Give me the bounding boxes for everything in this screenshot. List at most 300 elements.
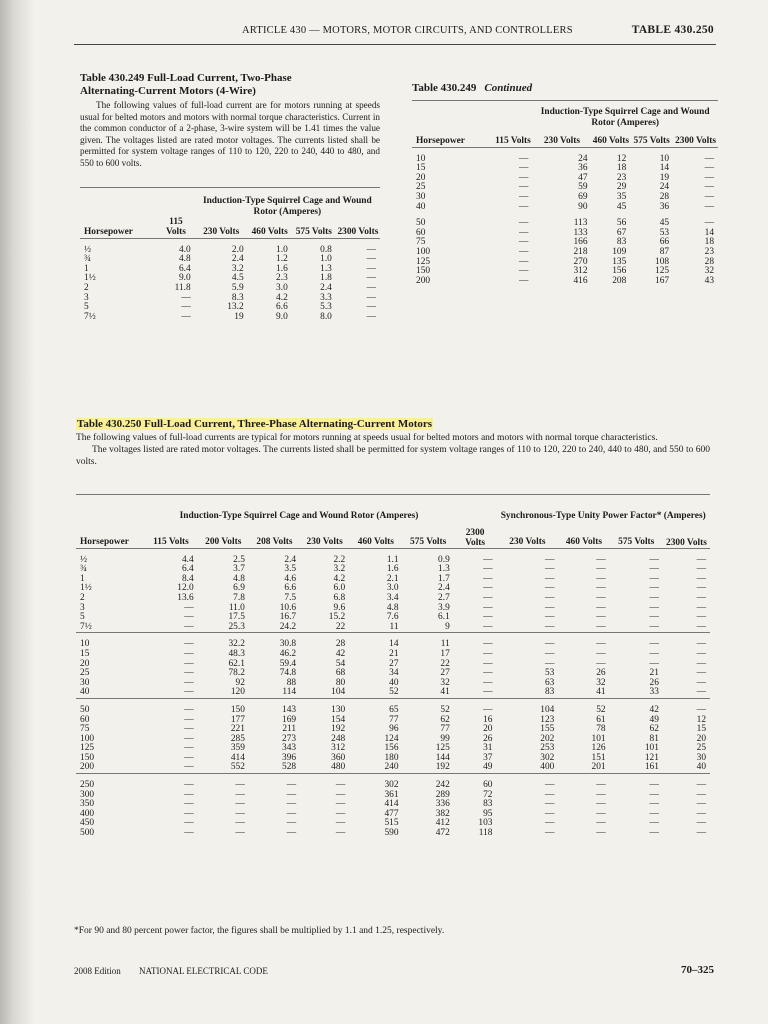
current-cell: 52 [389,687,399,698]
table-row [412,203,718,213]
current-cell: — [704,191,714,202]
column-header: 230 Volts [203,227,240,237]
current-cell: 77 [389,714,399,725]
current-cell: 101 [644,743,659,754]
horsepower-cell: 40 [416,201,426,212]
current-cell: 360 [331,752,346,763]
current-cell: — [610,774,663,791]
page-number: 70–325 [681,964,714,976]
current-cell: 144 [435,752,450,763]
current-cell: — [596,799,606,810]
current-cell: 35 [616,191,627,202]
current-cell: 18 [616,163,627,174]
horsepower-cell: 75 [80,724,90,735]
current-cell: 28 [300,633,349,650]
current-cell: 17.5 [228,612,245,623]
current-cell: 41 [440,687,450,698]
table-row [412,193,718,203]
current-cell: 126 [591,743,606,754]
table-intro: The following values of full-load current are for motors running at speeds usual for belted motors and motors with normal torque characteristics. Current in the common conductor of a 2-phase, 3-wire system will be 1.41 times the value given. The voltages listed are rated motor voltages. The currents listed shall be permitted for system voltage ranges of 110 to 120, 220 to 240, 440 to 480, and 550 to 600 volts. [80,100,380,168]
current-cell: — [596,789,606,800]
current-cell: 221 [230,724,245,735]
current-cell: 14 [659,163,670,174]
current-cell: 396 [282,752,297,763]
horsepower-cell: 150 [416,266,431,277]
current-cell: — [184,828,194,839]
table-intro: The following values of full-load currents are typical for motors running at speeds usual for belted motors and motors with normal torque characteristics. [76,433,658,443]
current-cell: — [649,564,659,575]
current-cell: — [184,677,194,688]
current-cell: — [454,633,497,650]
current-cell: 24 [659,182,670,193]
current-cell: — [649,573,659,584]
current-cell: 125 [435,743,450,754]
current-cell: — [366,302,376,313]
current-cell: 19 [234,311,244,322]
current-cell: 78 [596,724,606,735]
current-cell: — [704,182,714,193]
current-cell: 154 [331,714,346,725]
current-cell: 2.5 [198,548,249,565]
current-cell: — [649,658,659,669]
current-cell: — [483,602,493,613]
current-cell: 6.6 [276,302,288,313]
highlighted-title: Table 430.250 Full-Load Current, Three-Phase Alternating-Current Motors [77,418,433,430]
current-cell: 81 [649,733,659,744]
table-row [76,829,710,839]
current-cell: — [518,246,529,257]
table-row [76,623,710,633]
current-cell: 414 [384,799,399,810]
table-row [80,303,380,313]
current-cell: 1.6 [276,263,288,274]
current-cell: — [673,147,718,164]
current-cell: 3.0 [386,583,399,594]
current-cell: — [300,774,349,791]
current-cell: 11.0 [228,602,245,613]
horsepower-cell: 350 [80,799,95,810]
current-cell: — [335,818,346,829]
current-cell: 104 [496,698,558,715]
horsepower-cell: 5 [80,612,85,623]
current-cell: 78.2 [228,668,245,679]
current-cell: 273 [282,733,297,744]
current-cell: 104 [331,687,346,698]
current-cell: — [518,172,529,183]
current-cell: 59.4 [279,658,297,669]
current-cell: 11.8 [174,282,191,293]
current-cell: — [198,774,249,791]
current-cell: — [184,818,194,829]
current-cell: 4.2 [333,573,346,584]
current-cell: 472 [435,828,450,839]
current-cell: — [696,583,706,594]
current-cell: 45 [616,201,627,212]
horsepower-cell: 1 [84,263,89,274]
current-cell: 62.1 [228,658,245,669]
current-cell: — [184,648,194,659]
current-cell: — [518,256,529,267]
column-header: 460 Volts [565,537,603,547]
current-cell: — [649,583,659,594]
column-header: 575 Volts [295,227,332,237]
current-cell: 9.6 [333,602,346,613]
current-cell: 2.2 [300,548,349,565]
current-cell: 169 [282,714,297,725]
current-cell: — [596,648,606,659]
current-cell: — [483,564,493,575]
current-cell: 99 [440,733,450,744]
current-cell: 4.8 [386,602,399,613]
code-name: NATIONAL ELECTRICAL CODE [139,966,268,976]
current-cell: 2.1 [386,573,399,584]
current-cell: 156 [612,266,627,277]
current-cell: — [649,621,659,632]
table-430-249 [80,72,380,170]
column-header: 230 Volts [509,537,546,547]
current-cell: 40 [389,677,399,688]
current-cell: 62 [649,724,659,735]
current-cell: 29 [616,182,627,193]
current-cell: — [184,808,194,819]
current-cell: 1.3 [438,564,450,575]
current-cell: — [610,548,663,565]
data-table [76,494,710,839]
current-cell: 3.2 [333,564,346,575]
current-cell: — [249,774,300,791]
current-cell: 16.7 [279,612,297,623]
current-cell: 21 [389,648,399,659]
current-cell: 14 [704,227,714,238]
horsepower-cell: 2 [84,282,89,293]
current-cell: 49 [483,762,493,773]
horsepower-cell: ½ [76,548,144,565]
current-cell: — [596,621,606,632]
current-cell: 34 [389,668,399,679]
current-cell: 4.6 [284,573,297,584]
current-cell: 192 [435,762,450,773]
current-cell: — [235,789,245,800]
current-cell: 180 [384,752,399,763]
table-row [412,147,718,164]
current-cell: — [544,808,555,819]
current-cell: 6.4 [181,564,194,575]
current-cell: — [696,818,706,829]
current-cell: — [335,828,346,839]
horsepower-cell: 300 [80,789,95,800]
column-header: 2300 Volts [337,227,379,237]
current-cell: 7.5 [284,592,297,603]
article-title: ARTICLE 430 — MOTORS, MOTOR CIRCUITS, AND CONTROLLERS [242,25,573,36]
table-row [76,698,710,715]
table-footnote: *For 90 and 80 percent power factor, the figures shall be multiplied by 1.1 and 1.25, respectively. [74,925,445,936]
horsepower-cell: 450 [80,818,95,829]
current-cell: 4.4 [144,548,197,565]
current-cell: 248 [331,733,346,744]
horsepower-cell: 100 [416,246,431,257]
table-title-line1: Table 430.249 Full-Load Current, Two-Phase [80,72,292,84]
current-cell: — [184,733,194,744]
horsepower-cell: 60 [416,227,426,238]
current-cell: 92 [235,677,245,688]
current-cell: — [184,752,194,763]
current-cell: 95 [483,808,493,819]
current-cell: 101 [591,733,606,744]
column-header: 230 Volts [306,537,343,547]
current-cell: — [596,818,606,829]
current-cell: 177 [230,714,245,725]
current-cell: 26 [483,733,493,744]
current-cell: 103 [478,818,493,829]
current-cell: 12 [592,147,631,164]
table-430-249-grid [80,187,380,322]
current-cell: 166 [573,237,588,248]
current-cell: 125 [655,266,670,277]
current-cell: — [184,658,194,669]
current-cell: 45 [659,218,670,229]
current-cell: 23 [616,172,627,183]
current-cell: 121 [644,752,659,763]
current-cell: 4.8 [233,573,245,584]
current-cell: 83 [483,799,493,810]
current-cell: 133 [573,227,588,238]
current-cell: — [696,799,706,810]
current-cell: 14 [349,633,402,650]
current-cell: 53 [544,668,555,679]
current-cell: — [518,191,529,202]
table-row [80,284,380,294]
current-cell: — [366,273,376,284]
current-cell: — [144,698,197,715]
current-cell: 10.6 [279,602,297,613]
current-cell: 13.2 [227,302,244,313]
group-header-induction: Induction-Type Squirrel Cage and Wound Rotor (Amperes) [144,495,453,523]
current-cell: 20 [483,724,493,735]
current-cell: 4.5 [231,273,244,284]
current-cell: — [496,774,558,791]
current-cell: 46.2 [279,648,297,659]
current-cell: — [496,633,558,650]
current-cell: — [544,658,555,669]
current-cell: 36 [659,201,670,212]
current-cell: 5.9 [231,282,244,293]
current-cell: 0.8 [292,238,336,255]
current-cell: 130 [300,698,349,715]
current-cell: — [483,573,493,584]
horsepower-cell: 3 [80,602,85,613]
current-cell: 6.9 [233,583,245,594]
current-cell: 19 [659,172,670,183]
current-cell: 477 [384,808,399,819]
current-cell: — [544,828,555,839]
current-cell: 202 [540,733,555,744]
current-cell: — [518,266,529,277]
current-cell: 3.3 [320,292,332,303]
current-cell: 66 [659,237,670,248]
current-cell: 63 [544,677,555,688]
running-header [74,18,716,45]
current-cell: 150 [198,698,249,715]
table-row [80,313,380,323]
current-cell: 9.0 [276,311,288,322]
current-cell: — [144,774,197,791]
current-cell: 1.6 [386,564,399,575]
current-cell: 27 [440,668,450,679]
data-table [80,187,380,322]
column-header: 115 Volts [495,136,531,146]
horsepower-cell: 2 [80,592,85,603]
horsepower-cell: 5 [84,302,89,313]
current-cell: 8.3 [231,292,244,303]
table-row [76,688,710,698]
current-cell: 515 [384,818,399,829]
current-cell: 3.0 [276,282,288,293]
current-cell: 22 [335,621,346,632]
current-cell: — [366,263,376,274]
current-cell: 12 [696,714,706,725]
current-cell: — [704,218,714,229]
current-cell: 52 [558,698,609,715]
current-cell: — [649,799,659,810]
horsepower-cell: 20 [416,172,426,183]
current-cell: 59 [578,182,588,193]
current-cell: — [544,564,555,575]
table-row [412,183,718,193]
table-row [412,238,718,248]
current-cell: — [696,668,706,679]
current-cell: 11 [403,633,454,650]
column-header: Horsepower [84,227,133,237]
current-cell: 96 [389,724,399,735]
current-cell: — [558,548,609,565]
current-cell: 1.7 [438,573,450,584]
current-cell: — [558,774,609,791]
current-cell: — [518,201,529,212]
current-cell: — [366,311,376,322]
current-cell: — [366,292,376,303]
current-cell: — [649,828,659,839]
current-cell: — [696,677,706,688]
continued-table-label: Table 430.249 [412,82,477,94]
table-row [76,633,710,650]
current-cell: 1.3 [320,263,332,274]
current-cell: — [181,302,191,313]
current-cell: 3.4 [386,592,399,603]
current-cell: 3.2 [231,263,244,274]
column-header: 2300 Volts [465,527,486,548]
current-cell: — [483,592,493,603]
current-cell: 359 [230,743,245,754]
horsepower-cell: 7½ [80,621,92,632]
current-cell: — [494,147,533,164]
current-cell: — [663,633,710,650]
current-cell: — [696,687,706,698]
current-cell: 65 [349,698,402,715]
current-cell: — [335,808,346,819]
current-cell: 9 [445,621,450,632]
current-cell: 218 [573,246,588,257]
current-cell: 590 [384,828,399,839]
current-cell: 28 [659,191,670,202]
current-cell: — [235,818,245,829]
current-cell: — [544,818,555,829]
current-cell: 27 [389,658,399,669]
current-cell: 108 [655,256,670,267]
current-cell: — [144,633,197,650]
current-cell: — [335,799,346,810]
current-cell: 15.2 [328,612,346,623]
current-cell: 400 [540,762,555,773]
current-cell: — [704,172,714,183]
current-cell: 6.0 [333,583,346,594]
current-cell: 87 [659,246,670,257]
current-cell: 151 [591,752,606,763]
current-cell: — [235,828,245,839]
current-cell: 123 [540,714,555,725]
column-header: 115 Volts [153,537,189,547]
horsepower-cell: 15 [416,163,426,174]
current-cell: 302 [540,752,555,763]
current-cell: — [649,612,659,623]
current-cell: — [596,658,606,669]
current-cell: — [649,789,659,800]
table-intro: The voltages listed are rated motor voltages. The currents listed shall be permitted for system voltage ranges of 110 to 120, 220 to 240, 440 to 480, and 550 to 600 volts. [76,444,710,467]
edition-label: 2008 Edition [74,966,121,976]
column-header: 200 Volts [205,537,242,547]
current-cell: 30 [696,752,706,763]
horsepower-cell: 15 [80,648,90,659]
current-cell: — [483,621,493,632]
current-cell: — [518,227,529,238]
data-table [412,100,718,286]
current-cell: 49 [649,714,659,725]
horsepower-cell: ½ [80,238,157,255]
current-cell: 24.2 [279,621,297,632]
group-header: Induction-Type Squirrel Cage and Wound Rotor (Amperes) [532,101,718,130]
table-430-249-continued [412,82,718,286]
current-cell: 32 [704,266,714,277]
current-cell: — [454,548,497,565]
table-row [412,277,718,287]
current-cell: — [649,808,659,819]
current-cell: 161 [644,762,659,773]
current-cell: — [544,602,555,613]
current-cell: 240 [384,762,399,773]
current-cell: — [544,799,555,810]
current-cell: 2.0 [195,238,248,255]
current-cell: — [483,648,493,659]
current-cell: 528 [282,762,297,773]
current-cell: 167 [655,275,670,286]
current-cell: 47 [578,172,588,183]
current-cell: 1.1 [349,548,402,565]
horsepower-cell: 200 [80,762,95,773]
current-cell: — [649,602,659,613]
table-row [76,774,710,791]
horsepower-cell: 125 [80,743,95,754]
current-cell: 242 [403,774,454,791]
table-row [76,763,710,773]
table-reference: TABLE 430.250 [631,24,714,36]
current-cell: — [335,789,346,800]
current-cell: 32.2 [198,633,249,650]
current-cell: 6.6 [284,583,297,594]
current-cell: — [184,612,194,623]
column-header: 460 Volts [357,537,394,547]
table-row [412,229,718,239]
current-cell: — [184,789,194,800]
current-cell: 114 [282,687,297,698]
